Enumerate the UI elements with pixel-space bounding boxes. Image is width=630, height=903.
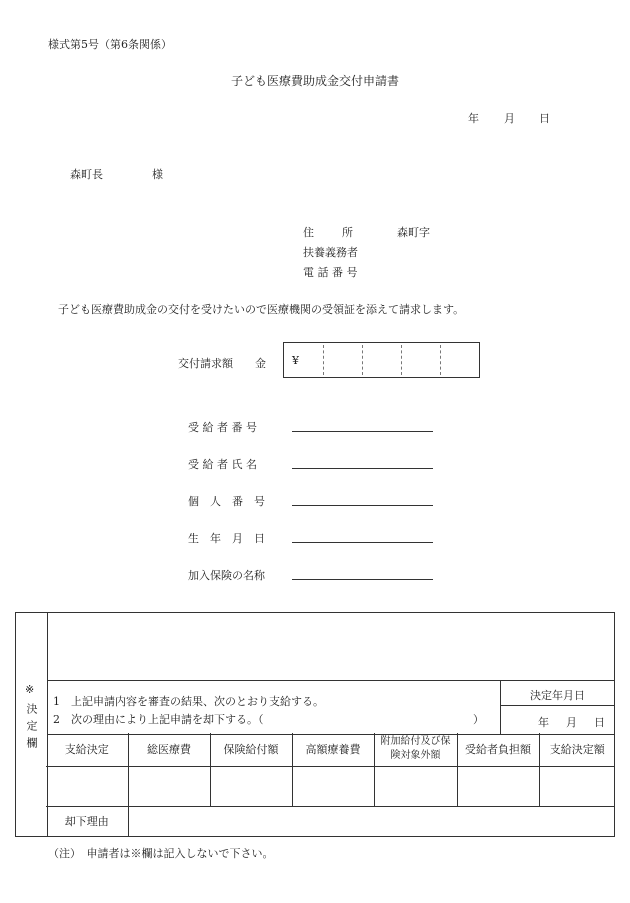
amount-divider (401, 345, 402, 375)
date-year: 年 (468, 112, 479, 125)
decision-top-divider (47, 680, 614, 681)
field-label: 受 給 者 氏 名 (188, 458, 257, 471)
field-label: 受 給 者 番 号 (188, 421, 257, 434)
table-cell[interactable] (292, 766, 374, 806)
field-label: 生 年 月 日 (188, 532, 265, 545)
column-header: 支給決定 (46, 733, 128, 766)
page-title: 子ども医療費助成金交付申請書 (231, 74, 400, 88)
decision-mark: ※ (25, 683, 35, 696)
column-header: 附加給付及び保険対象外額 (374, 733, 457, 766)
field-underline (292, 579, 433, 580)
field-label: 個 人 番 号 (188, 495, 265, 508)
field-underline (292, 468, 433, 469)
column-header: 保険給付額 (210, 733, 292, 766)
table-cell[interactable] (374, 766, 457, 806)
phone-label: 電 話 番 号 (303, 266, 358, 279)
decision-option-reject: 2 次の理由により上記申請を却下する。（ (53, 713, 264, 726)
column-header: 総医療費 (128, 733, 210, 766)
field-underline (292, 431, 433, 432)
table-cell[interactable] (46, 766, 128, 806)
decision-date-label: 決定年月日 (530, 689, 585, 702)
column-header: 支給決定額 (539, 733, 615, 766)
column-header: 受給者負担額 (457, 733, 539, 766)
decision-side-label: 決定欄 (25, 703, 38, 754)
table-cell[interactable] (539, 766, 615, 806)
amount-label: 交付請求額 金 (178, 357, 266, 370)
amount-divider (440, 345, 441, 375)
field-underline (292, 542, 433, 543)
yen-sign: ¥ (292, 354, 299, 367)
addressee-name: 森町長 (70, 168, 103, 181)
reject-reason-field[interactable] (128, 806, 615, 836)
date-month: 月 (504, 112, 515, 125)
address-label: 住 所 (303, 226, 355, 239)
decision-option-reject-close: ） (473, 713, 484, 726)
decision-date-divider-v (500, 680, 501, 734)
field-label: 加入保険の名称 (188, 569, 265, 582)
decision-option-approve: 1 上記申請内容を審査の結果、次のとおり支給する。 (53, 695, 324, 708)
addressee-suffix: 様 (152, 168, 163, 181)
column-header: 高額療養費 (292, 733, 374, 766)
field-underline (292, 505, 433, 506)
reject-reason-label: 却下理由 (46, 806, 128, 836)
form-number: 様式第5号（第6条関係） (48, 38, 172, 51)
decision-date-value[interactable]: 年 月 日 (538, 716, 608, 729)
amount-box[interactable] (283, 342, 480, 378)
table-cell[interactable] (128, 766, 210, 806)
guardian-label: 扶養義務者 (303, 246, 358, 259)
table-cell[interactable] (210, 766, 292, 806)
amount-divider (323, 345, 324, 375)
request-text: 子ども医療費助成金の交付を受けたいので医療機関の受領証を添えて請求します。 (58, 303, 465, 316)
amount-divider (362, 345, 363, 375)
decision-date-divider-h (500, 705, 614, 706)
footnote: （注） 申請者は※欄は記入しないで下さい。 (48, 847, 274, 860)
decision-table (46, 733, 615, 836)
address-value[interactable]: 森町字 (397, 226, 430, 239)
table-cell[interactable] (457, 766, 539, 806)
date-day: 日 (539, 112, 550, 125)
